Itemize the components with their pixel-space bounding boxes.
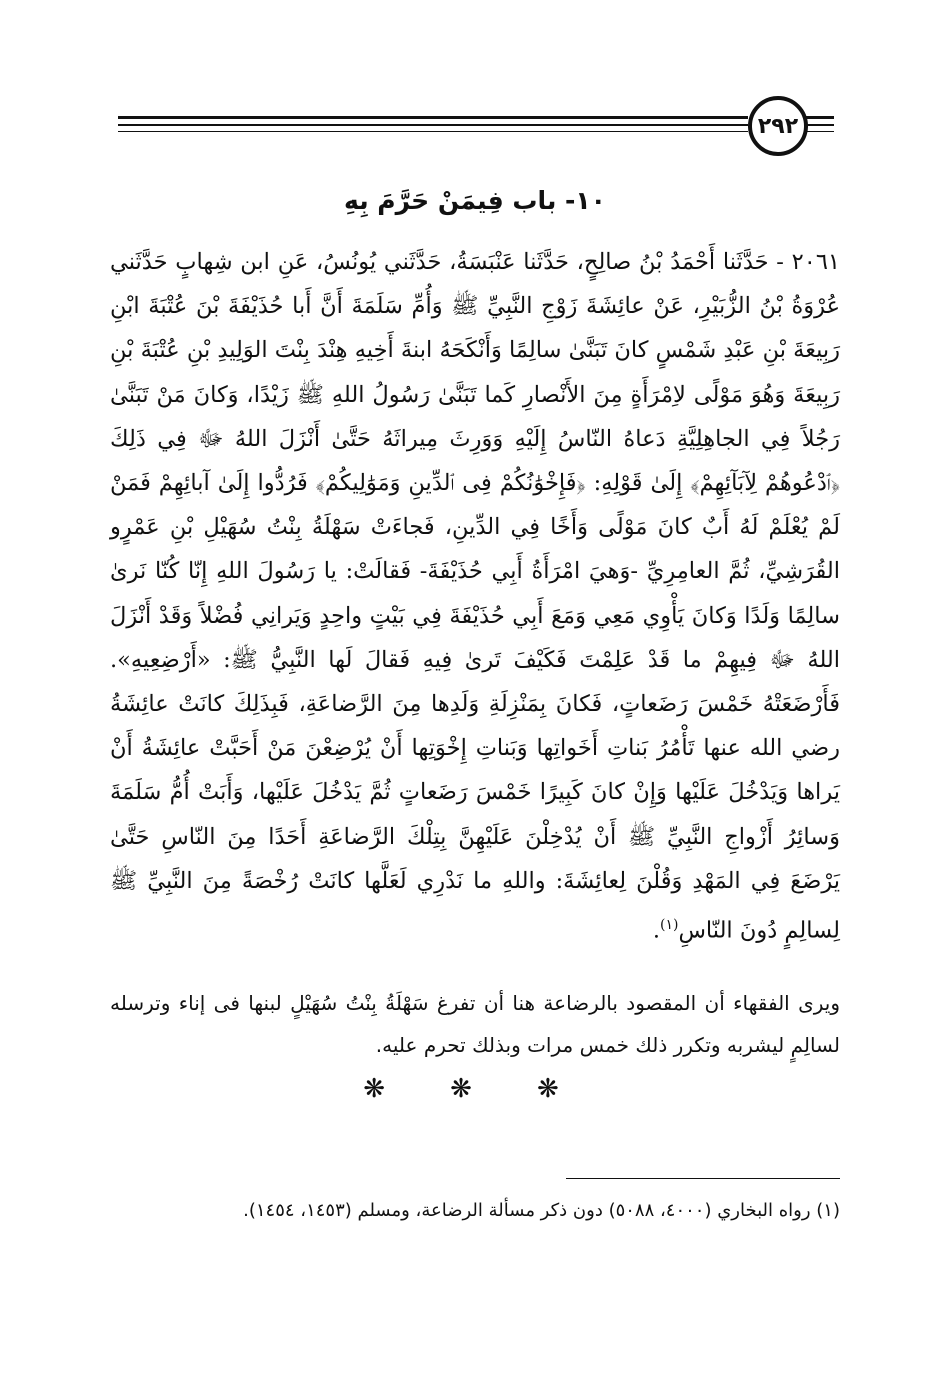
chapter-title: ١٠- باب فِيمَنْ حَرَّمَ بِهِ bbox=[344, 186, 606, 215]
footnotes bbox=[110, 1192, 840, 1230]
footnote-marker: (١) bbox=[659, 917, 679, 934]
hadith-end-punct: . bbox=[652, 917, 660, 944]
page-number: ٢٩٢ bbox=[748, 96, 808, 156]
footnote-item: (١) رواه البخاري (٤٠٠٠، ٥٠٨٨) دون ذكر مسألة الرضاعة، ومسلم (١٤٥٣، ١٤٥٤). bbox=[243, 1200, 840, 1221]
hadith-paragraph bbox=[110, 240, 840, 953]
footnote-rule bbox=[566, 1178, 840, 1179]
header-rule-right-middle bbox=[806, 124, 834, 126]
header-rule-right-thick bbox=[806, 116, 834, 119]
page-header bbox=[118, 88, 834, 158]
hadith-text: ٢٠٦١ - حَدَّثَنا أَحْمَدُ بْنُ صالِحٍ، حَدَّثَنا عَنْبَسَةُ، حَدَّثَني يُونُسُ، عَنِ ابن شِهابٍ حَدَّثَني عُرْوَةُ بْنُ الزُّبَيْرِ، عَنْ عائِشَةَ زَوْجِ النَّبِيِّ ﷺ وَأُمِّ سَلَمَةَ أَنَّ أَبا حُذَيْفَةَ بْنَ عُتْبَةَ ابْنِ رَبِيعَةَ بْنِ عَبْدِ شَمْسٍ كانَ تَبَنَّىٰ سالِمًا وَأَنْكَحَهُ ابنةَ أَخِيهِ هِنْدَ بِنْتَ الوَلِيدِ بْنِ عُتْبَةَ بْنِ رَبِيعَةَ وَهُوَ مَوْلًى لاِمْرَأَةٍ مِنَ الأَنْصارِ كَما تَبَنَّىٰ رَسُولُ اللهِ ﷺ زَيْدًا، وَكانَ مَنْ تَبَنَّىٰ رَجُلاً فِي الجاهِلِيَّةِ دَعاهُ النّاسُ إِلَيْهِ وَوَرِثَ مِيراثَهُ حَتَّىٰ أَنْزَلَ اللهُ ﷻ فِي ذَلِكَ ﴿ٱدْعُوهُمْ لِآبَآئِهِمْ﴾ إِلَىٰ قَوْلِهِ: ﴿فَإِخْوَٰنُكُمْ فِى ٱلدِّينِ وَمَوَٰلِيكُمْ﴾ فَرُدُّوا إِلَىٰ آبائِهِمْ فَمَنْ لَمْ يُعْلَمْ لَهُ أَبٌ كانَ مَوْلًى وَأَخًا فِي الدِّينِ، فَجاءَتْ سَهْلَةُ بِنْتُ سُهَيْلِ بْنِ عَمْرٍو القُرَشِيِّ، ثُمَّ العامِرِيِّ -وَهيَ امْرَأَةُ أَبِي حُذَيْفَةَ- فَقالَتْ: يا رَسُولَ اللهِ إِنّا كُنّا نَرىٰ سالِمًا وَلَدًا وَكانَ يَأْوِي مَعِي وَمَعَ أَبِي حُذَيْفَةَ فِي بَيْتٍ واحِدٍ وَيَرانِي فُضْلاً وَقَدْ أَنْزَلَ اللهُ ﷻ فِيهِمْ ما قَدْ عَلِمْتَ فَكَيْفَ تَرىٰ فِيهِ فَقالَ لَها النَّبِيُّ ﷺ: «أَرْضِعِيهِ». فَأَرْضَعَتْهُ خَمْسَ رَضَعاتٍ، فَكانَ بِمَنْزِلَةِ وَلَدِها مِنَ الرَّضاعَةِ، فَبِذَلِكَ كانَتْ عائِشَةُ رضي الله عنها تَأْمُرُ بَناتِ أَخَواتِها وَبَناتِ إِخْوَتِها أَنْ يُرْضِعْنَ مَنْ أَحَبَّتْ عائِشَةُ أَنْ يَراها وَيَدْخُلَ عَلَيْها وَإِنْ كانَ كَبِيرًا خَمْسَ رَضَعاتٍ ثُمَّ يَدْخُلَ عَلَيْها، وَأَبَتْ أُمُّ سَلَمَةَ وَسائِرُ أَزْواجِ النَّبِيِّ ﷺ أَنْ يُدْخِلْنَ عَلَيْهِنَّ بِتِلْكَ الرَّضاعَةِ أَحَدًا مِنَ النّاسِ حَتَّىٰ يَرْضَعَ فِي المَهْدِ وَقُلْنَ لِعائِشَةَ: واللهِ ما نَدْرِي لَعَلَّها كانَتْ رُخْصَةً مِنَ النَّبِيِّ ﷺ لِسالِمٍ دُونَ النّاسِ bbox=[110, 249, 840, 944]
commentary-paragraph: ويرى الفقهاء أن المقصود بالرضاعة هنا أن تفرغ سَهْلَةُ بِنْتُ سُهَيْلٍ لبنها فى إناء وترسله لسالِمٍ ليشربه وتكرر ذلك خمس مرات وبذلك تحرم عليه. bbox=[110, 991, 840, 1057]
hadith-body bbox=[110, 240, 840, 953]
header-rule-thick bbox=[118, 116, 748, 119]
section-separator: ❋ ❋ ❋ bbox=[363, 1074, 587, 1104]
header-rule-right-thin bbox=[806, 131, 834, 132]
header-rule-thin bbox=[118, 131, 748, 132]
commentary bbox=[110, 982, 840, 1066]
header-rule-middle bbox=[118, 124, 748, 126]
